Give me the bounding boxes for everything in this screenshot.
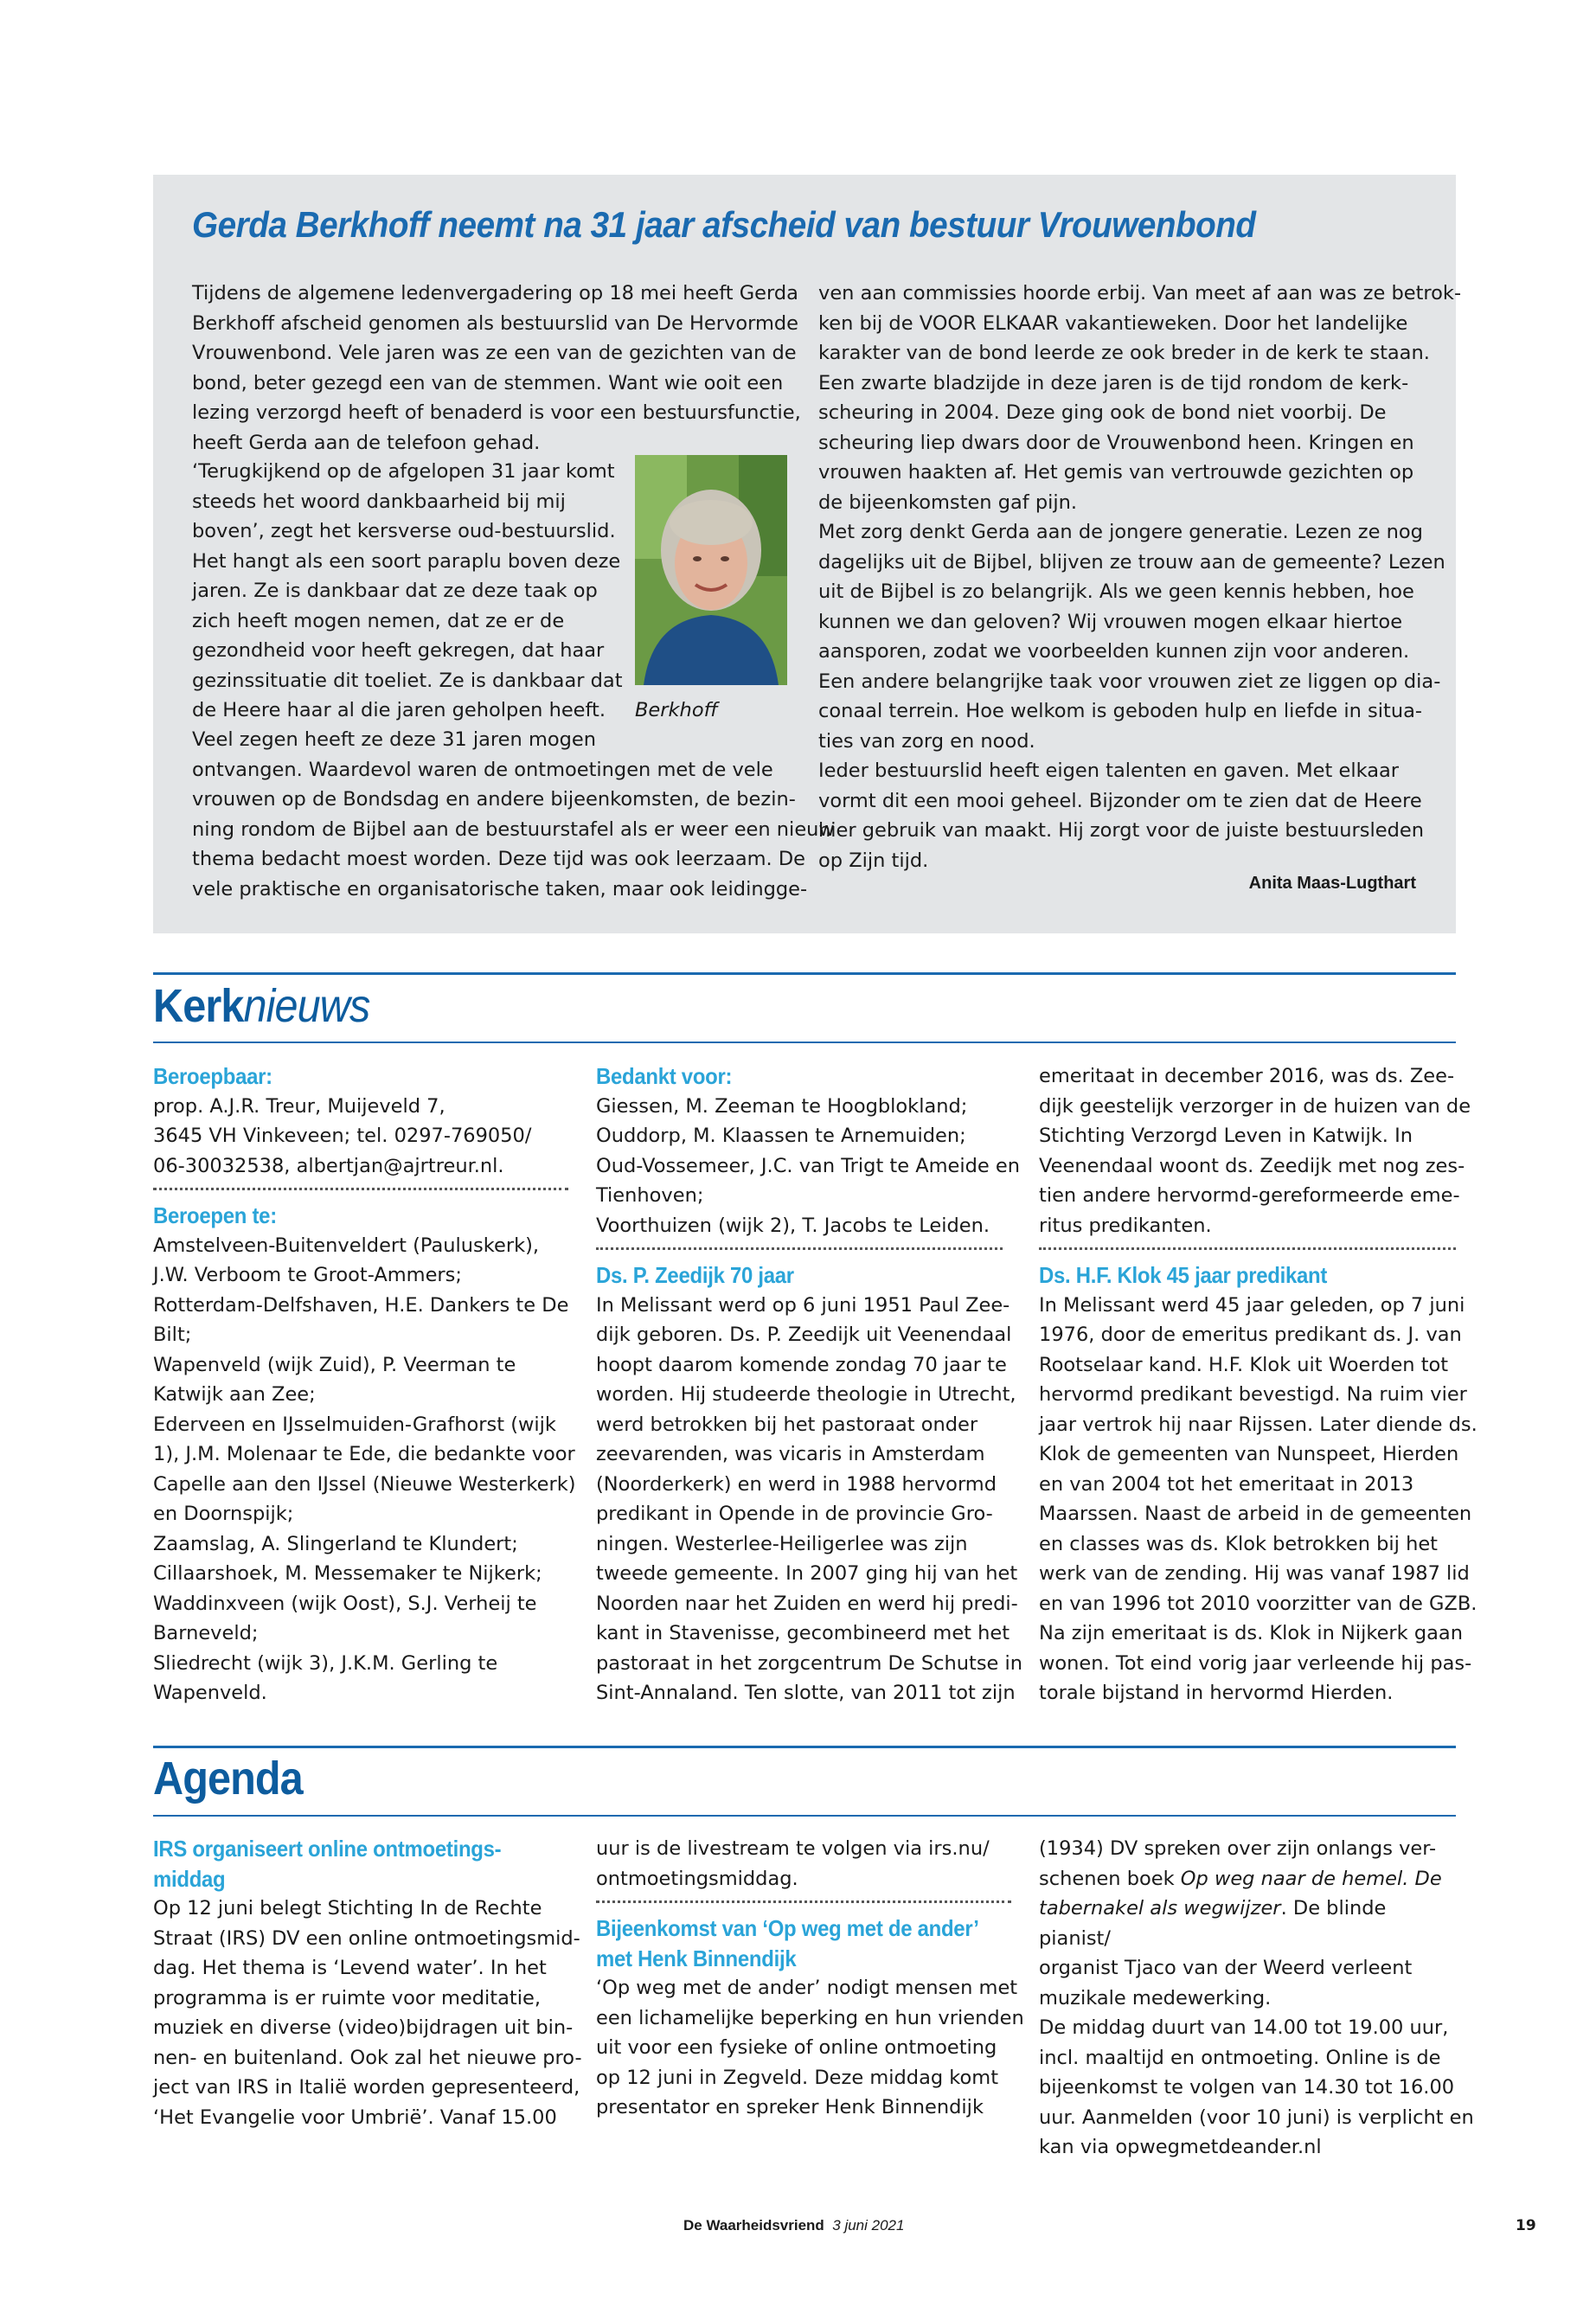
text-line: lezing verzorgd heeft of benaderd is voor een bestuursfunctie, xyxy=(192,401,801,424)
text-line: en Doornspijk; xyxy=(153,1503,294,1525)
text-line: ‘Op weg met de ander’ nodigt mensen met xyxy=(596,1977,1018,1999)
text-line: vormt dit een mooi geheel. Bijzonder om te zien dat de Heere xyxy=(818,789,1422,812)
text-line: torale bijstand in hervormd Hierden. xyxy=(1039,1682,1394,1704)
divider xyxy=(153,1188,568,1190)
heading-klok: Ds. H.F. Klok 45 jaar predikant xyxy=(1039,1262,1328,1288)
text-line: ken bij de VOOR ELKAAR vakantieweken. Door het landelijke xyxy=(818,311,1408,335)
article-col1-top xyxy=(192,279,801,458)
text-line: pastoraat in het zorgcentrum De Schutse in xyxy=(596,1651,1023,1675)
text-line: kan via opwegmetdeander.nl xyxy=(1039,2136,1322,2158)
text-line: Het hangt als een soort paraplu boven deze xyxy=(192,549,621,573)
text-line: Een andere belangrijke taak voor vrouwen ziet ze liggen op dia- xyxy=(818,670,1441,693)
text-line: Noorden naar het Zuiden en werd hij predi- xyxy=(596,1592,1018,1615)
agenda-title: Agenda xyxy=(153,1753,303,1804)
text-line: uit voor een fysieke of online ontmoeting xyxy=(596,2036,997,2059)
text-line: Wapenveld. xyxy=(153,1682,267,1704)
text-line: aansporen, zodat we voorbeelden kunnen zijn voor anderen. xyxy=(818,640,1410,663)
divider xyxy=(1039,1247,1456,1250)
text-line: 1976, door de emeritus predikant ds. J. van xyxy=(1039,1324,1462,1346)
text-line: Amstelveen-Buitenveldert (Pauluskerk), xyxy=(153,1234,540,1257)
text-line: Cillaarshoek, M. Messemaker te Nijkerk; xyxy=(153,1562,542,1585)
text-line: en van 2004 tot het emeritaat in 2013 xyxy=(1039,1472,1414,1496)
text-line: uit de Bijbel is zo belangrijk. Als we geen kennis hebben, hoe xyxy=(818,580,1414,603)
heading-beroepbaar: Beroepbaar: xyxy=(153,1063,272,1089)
divider xyxy=(596,1247,1003,1250)
text-line: bond, beter gezegd een van de stemmen. Want wie ooit een xyxy=(192,371,784,394)
text-line: Na zijn emeritaat is ds. Klok in Nijkerk gaan xyxy=(1039,1622,1463,1644)
section-rule xyxy=(153,1815,1456,1817)
text-line: op 12 juni in Zegveld. Deze middag komt xyxy=(596,2066,999,2089)
text-line: programma is er ruimte voor meditatie, xyxy=(153,1986,541,2009)
text-line: ontmoetingsmiddag. xyxy=(596,1867,798,1890)
text-line: bijeenkomst te volgen van 14.30 tot 16.00 xyxy=(1039,2076,1455,2099)
text-line: heeft Gerda aan de telefoon gehad. xyxy=(192,431,541,454)
text-line: de bijeenkomsten gaf pijn. xyxy=(818,490,1078,514)
text-line: Tienhoven; xyxy=(596,1184,704,1207)
text-line: de Heere haar al die jaren geholpen heeft. xyxy=(192,699,606,721)
text-line: Voorthuizen (wijk 2), T. Jacobs te Leiden. xyxy=(596,1214,990,1237)
kerknieuws-col3 xyxy=(1039,1061,1477,1708)
agenda-col3 xyxy=(1039,1834,1474,2163)
text-line: 3645 VH Vinkeveen; tel. 0297-769050/ xyxy=(153,1125,532,1147)
text-line: zeevarenden, was vicaris in Amsterdam xyxy=(596,1443,985,1465)
article-col1-bottom xyxy=(192,725,835,904)
text-line: Veenendaal woont ds. Zeedijk met nog zes- xyxy=(1039,1154,1465,1177)
text-line: zich heeft mogen nemen, dat ze er de xyxy=(192,609,565,632)
article-col2 xyxy=(818,279,1462,875)
text-line: organist Tjaco van der Weerd verleent xyxy=(1039,1957,1413,1979)
text-line: ‘Terugkijkend op de afgelopen 31 jaar komt xyxy=(192,460,615,483)
text-line: vrouwen haakten af. Het gemis van vertrouwde gezichten op xyxy=(818,461,1414,484)
text-line: nen- en buitenland. Ook zal het nieuwe pro- xyxy=(153,2046,582,2069)
photo-caption: Berkhoff xyxy=(635,699,718,721)
kerknieuws-title: Kerknieuws xyxy=(153,980,370,1032)
text-line: hier gebruik van maakt. Hij zorgt voor de juiste bestuursleden xyxy=(818,819,1425,842)
text-line: dijk geboren. Ds. P. Zeedijk uit Veenendaal xyxy=(596,1324,1012,1346)
text-line: Rootselaar kand. H.F. Klok uit Woerden tot xyxy=(1039,1353,1449,1376)
text-line: karakter van de bond leerde ze ook breder in de kerk te staan. xyxy=(818,342,1430,364)
footer-publication: De Waarheidsvriend 3 juni 2021 xyxy=(683,2217,905,2234)
text-line: tweede gemeente. In 2007 ging hij van het xyxy=(596,1562,1018,1585)
text-line: uur. Aanmelden (voor 10 juni) is verplicht en xyxy=(1039,2106,1474,2129)
text-line: Stichting Verzorgd Leven in Katwijk. In xyxy=(1039,1125,1413,1147)
text-line: predikant in Opende in de provincie Gro- xyxy=(596,1503,993,1525)
text-line: Op 12 juni belegt Stichting In de Rechte xyxy=(153,1897,542,1920)
text-line: Een zwarte bladzijde in deze jaren is de tijd rondom de kerk- xyxy=(818,371,1409,394)
text-line: Berkhoff afscheid genomen als bestuurslid van De Hervormde xyxy=(192,311,798,335)
text-line: Klok de gemeenten van Nunspeet, Hierden xyxy=(1039,1443,1459,1465)
text-line: schenen boek Op weg naar de hemel. De xyxy=(1039,1867,1442,1890)
text-line: werd betrokken bij het pastoraat onder xyxy=(596,1413,978,1436)
heading-line: IRS organiseert online ontmoetings- xyxy=(153,1836,502,1862)
text-line: op Zijn tijd. xyxy=(818,849,929,872)
text-line: Straat (IRS) DV een online ontmoetingsmid- xyxy=(153,1926,580,1950)
text-line: ningen. Westerlee-Heiligerlee was zijn xyxy=(596,1532,968,1555)
text-line: ontvangen. Waardevol waren de ontmoetingen met de vele xyxy=(192,758,773,781)
text-line: Vrouwenbond. Vele jaren was ze een van de gezichten van de xyxy=(192,342,797,364)
text-line: boven’, zegt het kersverse oud-bestuurslid. xyxy=(192,520,616,542)
text-line: presentator en spreker Henk Binnendijk xyxy=(596,2096,984,2118)
text-line: werk van de zending. Hij was vanaf 1987 lid xyxy=(1039,1562,1470,1585)
section-rule xyxy=(153,972,1456,975)
text-line: incl. maaltijd en ontmoeting. Online is de xyxy=(1039,2046,1441,2069)
text-line: 06-30032538, albertjan@ajrtreur.nl. xyxy=(153,1154,504,1177)
text-line: 1), J.M. Molenaar te Ede, die bedankte voor xyxy=(153,1443,575,1465)
text-line: muzikale medewerking. xyxy=(1039,1986,1272,2009)
text-line: ties van zorg en nood. xyxy=(818,729,1035,753)
text-line: dag. Het thema is ‘Levend water’. In het xyxy=(153,1957,547,1979)
text-line: Bilt; xyxy=(153,1324,192,1346)
agenda-col2 xyxy=(596,1834,1024,2123)
text-line: muziek en diverse (video)bijdragen uit bin- xyxy=(153,2016,574,2039)
portrait-photo xyxy=(635,455,787,685)
text-line: (Noorderkerk) en werd in 1988 hervormd xyxy=(596,1472,997,1496)
text-line: Sliedrecht (wijk 3), J.K.M. Gerling te xyxy=(153,1651,498,1675)
text-line: vrouwen op de Bondsdag en andere bijeenkomsten, de bezin- xyxy=(192,788,796,811)
text-line: ject van IRS in Italië worden gepresenteerd, xyxy=(153,2076,580,2099)
section-rule xyxy=(153,1042,1456,1043)
text-line: (1934) DV spreken over zijn onlangs ver- xyxy=(1039,1837,1437,1860)
text-line: tien andere hervormd-gereformeerde eme- xyxy=(1039,1184,1460,1207)
text-line: gezinssituatie dit toeliet. Ze is dankbaar dat xyxy=(192,669,623,692)
text-line: thema bedacht moest worden. Deze tijd was ook leerzaam. De xyxy=(192,848,805,870)
text-line: In Melissant werd 45 jaar geleden, op 7 juni xyxy=(1039,1293,1465,1317)
text-line: In Melissant werd op 6 juni 1951 Paul Zee- xyxy=(596,1293,1010,1317)
text-line: tabernakel als wegwijzer. De blinde pianist/ xyxy=(1039,1897,1387,1950)
heading-line: Bijeenkomst van ‘Op weg met de ander’ xyxy=(596,1915,979,1941)
text-line: Maarssen. Naast de arbeid in de gemeenten xyxy=(1039,1503,1472,1525)
article-col1-wrap xyxy=(192,457,625,726)
text-line: dijk geestelijk verzorger in de huizen van de xyxy=(1039,1094,1471,1118)
text-line: ritus predikanten. xyxy=(1039,1214,1212,1237)
text-line: ‘Het Evangelie voor Umbrië’. Vanaf 15.00 xyxy=(153,2106,557,2129)
text-line: Rotterdam-Delfshaven, H.E. Dankers te De xyxy=(153,1293,569,1317)
heading-beroepen: Beroepen te: xyxy=(153,1202,277,1228)
text-line: conaal terrein. Hoe welkom is geboden hulp en liefde in situa- xyxy=(818,700,1423,722)
text-line: een lichamelijke beperking en hun vrienden xyxy=(596,2006,1024,2029)
text-line: vele praktische en organisatorische taken, maar ook leidingge- xyxy=(192,877,808,901)
text-line: hervormd predikant bevestigd. Na ruim vier xyxy=(1039,1383,1467,1406)
text-line: Wapenveld (wijk Zuid), P. Veerman te xyxy=(153,1353,516,1376)
text-line: jaren. Ze is dankbaar dat ze deze taak op xyxy=(192,580,598,602)
text-line: ven aan commissies hoorde erbij. Van meet af aan was ze betrok- xyxy=(818,282,1462,304)
text-line: Barneveld; xyxy=(153,1622,259,1644)
text-line: Veel zegen heeft ze deze 31 jaren mogen xyxy=(192,728,597,751)
text-line: scheuring in 2004. Deze ging ook de bond niet voorbij. De xyxy=(818,401,1387,424)
text-line: Sint-Annaland. Ten slotte, van 2011 tot zijn xyxy=(596,1682,1016,1704)
text-line: uur is de livestream te volgen via irs.nu/ xyxy=(596,1837,990,1860)
page-number: 19 xyxy=(1516,2217,1536,2234)
text-line: en classes was ds. Klok betrokken bij het xyxy=(1039,1532,1438,1555)
text-line: hoopt daarom komende zondag 70 jaar te xyxy=(596,1353,1007,1376)
article-title: Gerda Berkhoff neemt na 31 jaar afscheid van bestuur Vrouwenbond xyxy=(192,204,1256,245)
text-line: jaar vertrok hij naar Rijssen. Later diende ds. xyxy=(1039,1413,1477,1436)
text-line: Ederveen en IJsselmuiden-Grafhorst (wijk xyxy=(153,1413,556,1436)
text-line: Waddinxveen (wijk Oost), S.J. Verheij te xyxy=(153,1592,537,1615)
text-line: Capelle aan den IJssel (Nieuwe Westerkerk) xyxy=(153,1472,576,1496)
text-line: ning rondom de Bijbel aan de bestuurstafel als er weer een nieuw xyxy=(192,817,835,841)
text-line: gezondheid voor heeft gekregen, dat haar xyxy=(192,639,605,662)
text-line: Zaamslag, A. Slingerland te Klundert; xyxy=(153,1532,518,1555)
text-line: Tijdens de algemene ledenvergadering op 18 mei heeft Gerda xyxy=(192,282,798,304)
text-line: Katwijk aan Zee; xyxy=(153,1383,316,1406)
text-line: Ouddorp, M. Klaassen te Arnemuiden; xyxy=(596,1125,966,1147)
text-line: worden. Hij studeerde theologie in Utrecht, xyxy=(596,1383,1016,1406)
heading-bedankt: Bedankt voor: xyxy=(596,1063,733,1089)
text-line: steeds het woord dankbaarheid bij mij xyxy=(192,490,566,513)
heading-line: middag xyxy=(153,1865,226,1892)
text-line: Oud-Vossemeer, J.C. van Trigt te Ameide en xyxy=(596,1154,1021,1177)
kerknieuws-col1 xyxy=(153,1061,576,1708)
heading-line: met Henk Binnendijk xyxy=(596,1945,797,1971)
article-author: Anita Maas-Lugthart xyxy=(1248,874,1416,893)
section-rule xyxy=(153,1746,1456,1748)
text-line: kunnen we dan geloven? Wij vrouwen mogen elkaar hiertoe xyxy=(818,610,1403,633)
text-line: wonen. Tot eind vorig jaar verleende hij pas- xyxy=(1039,1651,1472,1675)
agenda-col1 xyxy=(153,1834,582,2132)
divider xyxy=(596,1900,1011,1903)
text-line: Ieder bestuurslid heeft eigen talenten en gaven. Met elkaar xyxy=(818,760,1400,782)
heading-zeedijk: Ds. P. Zeedijk 70 jaar xyxy=(596,1262,794,1288)
text-line: emeritaat in december 2016, was ds. Zee- xyxy=(1039,1065,1455,1087)
text-line: Giessen, M. Zeeman te Hoogblokland; xyxy=(596,1094,968,1118)
text-line: J.W. Verboom te Groot-Ammers; xyxy=(153,1264,462,1286)
kerknieuws-col2 xyxy=(596,1061,1023,1708)
text-line: Met zorg denkt Gerda aan de jongere generatie. Lezen ze nog xyxy=(818,521,1423,543)
text-line: prop. A.J.R. Treur, Muijeveld 7, xyxy=(153,1094,445,1118)
text-line: De middag duurt van 14.00 tot 19.00 uur, xyxy=(1039,2016,1449,2039)
text-line: dagelijks uit de Bijbel, blijven ze trouw aan de gemeente? Lezen xyxy=(818,550,1445,574)
text-line: scheuring liep dwars door de Vrouwenbond heen. Kringen en xyxy=(818,431,1414,454)
text-line: kant in Stavenisse, gecombineerd met het xyxy=(596,1622,1010,1644)
text-line: en van 1996 tot 2010 voorzitter van de GZB. xyxy=(1039,1592,1477,1615)
